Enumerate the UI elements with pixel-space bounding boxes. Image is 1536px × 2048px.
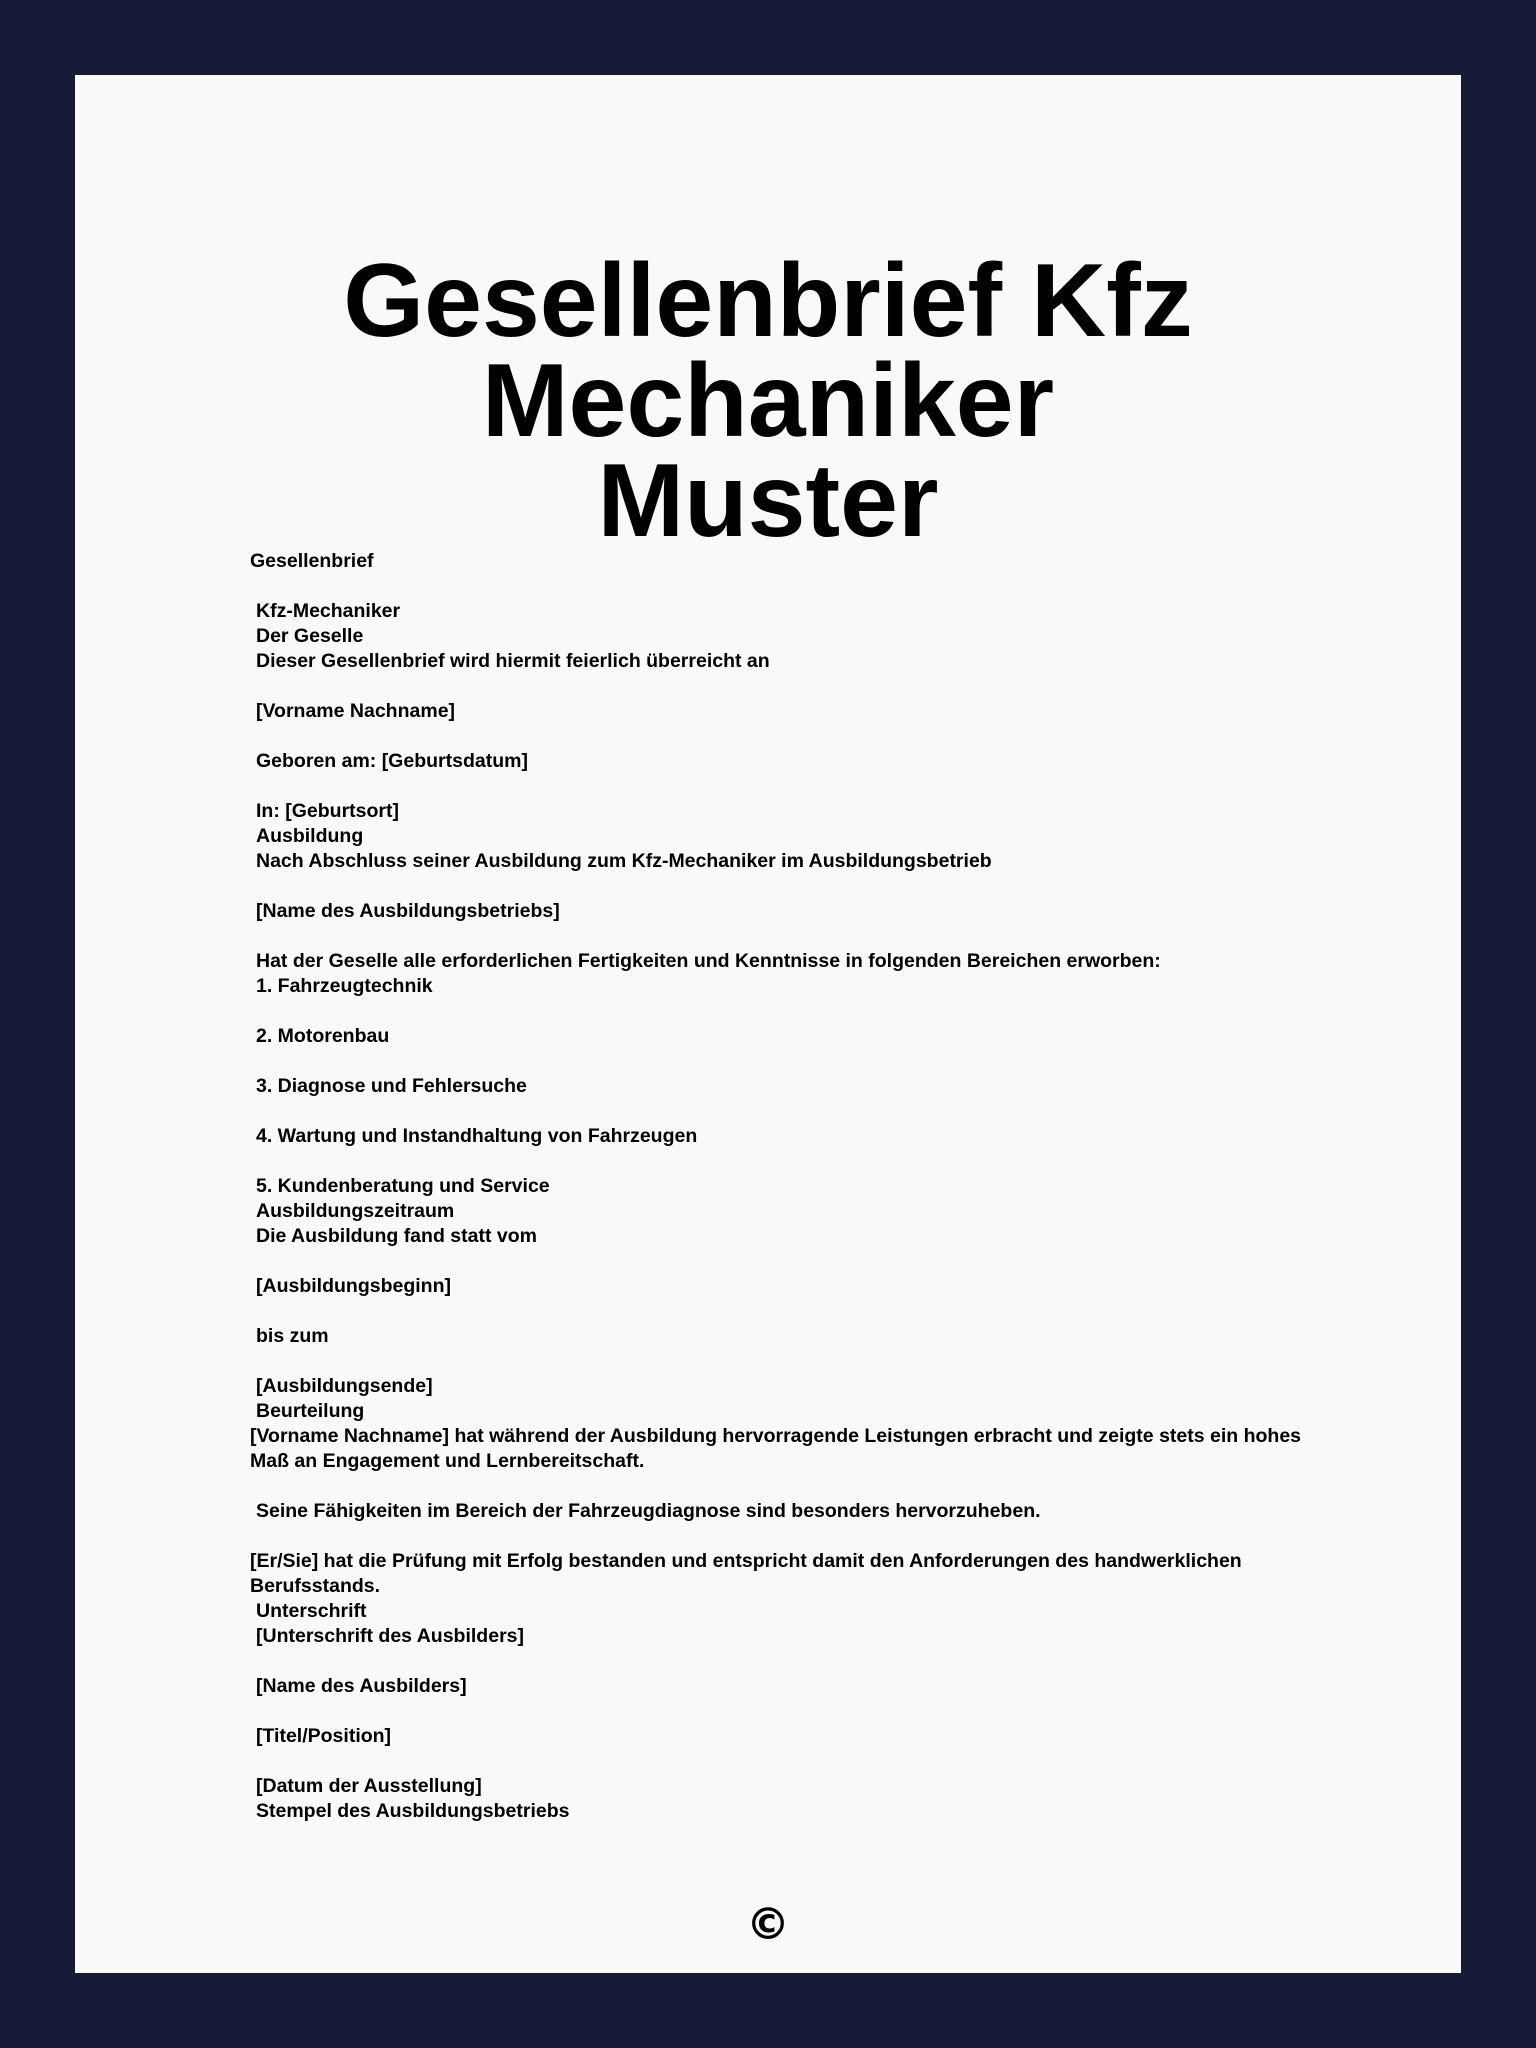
section-ausbildung: Ausbildung <box>256 825 364 847</box>
spacer <box>250 1699 1310 1724</box>
skill-item: 5. Kundenberatung und Service <box>256 1175 550 1197</box>
name-placeholder: [Vorname Nachname] <box>256 700 456 722</box>
start-placeholder: [Ausbildungsbeginn] <box>256 1275 451 1297</box>
section-zeitraum: Ausbildungszeitraum <box>256 1200 455 1222</box>
stamp-label: Stempel des Ausbildungsbetriebs <box>256 1800 570 1822</box>
section-geselle: Der Geselle <box>256 625 364 647</box>
spacer <box>250 1099 1310 1124</box>
beurteilung-text-2: Seine Fähigkeiten im Bereich der Fahrzeugdiagnose sind besonders hervorzuheben. <box>256 1500 1041 1522</box>
spacer <box>250 1349 1310 1374</box>
beurteilung-text-3: [Er/Sie] hat die Prüfung mit Erfolg bestanden und entspricht damit den Anforderungen des handwerklichen Berufsstands. <box>250 1550 1248 1597</box>
section-beurteilung: Beurteilung <box>256 1400 365 1422</box>
skill-item: 4. Wartung und Instandhaltung von Fahrzeugen <box>256 1125 698 1147</box>
skill-item: 3. Diagnose und Fehlersuche <box>256 1075 527 1097</box>
birth-place: In: [Geburtsort] <box>256 800 399 822</box>
bis-zum: bis zum <box>256 1325 329 1347</box>
company-placeholder: [Name des Ausbildungsbetriebs] <box>256 900 560 922</box>
skills-intro: Hat der Geselle alle erforderlichen Fertigkeiten und Kenntnisse in folgenden Bereichen erworben: <box>256 950 1161 972</box>
page-title <box>55 243 1481 559</box>
spacer <box>250 674 1310 699</box>
spacer <box>250 1649 1310 1674</box>
title-line-2: Muster <box>597 443 939 559</box>
spacer <box>250 574 1310 599</box>
spacer <box>250 999 1310 1024</box>
spacer <box>250 724 1310 749</box>
spacer <box>250 1299 1310 1324</box>
trainer-name: [Name des Ausbilders] <box>256 1675 467 1697</box>
spacer <box>250 1249 1310 1274</box>
document-page <box>75 75 1461 1973</box>
end-placeholder: [Ausbildungsende] <box>256 1375 433 1397</box>
zeitraum-text: Die Ausbildung fand statt vom <box>256 1225 537 1247</box>
intro-text: Dieser Gesellenbrief wird hiermit feierlich überreicht an <box>256 650 770 672</box>
spacer <box>250 1474 1310 1499</box>
copyright-symbol: © <box>746 1899 790 1950</box>
spacer <box>250 924 1310 949</box>
certificate-heading: Gesellenbrief <box>250 550 374 572</box>
certificate-body <box>250 549 1310 1824</box>
profession: Kfz-Mechaniker <box>256 600 401 622</box>
issue-date: [Datum der Ausstellung] <box>256 1775 482 1797</box>
spacer <box>250 1524 1310 1549</box>
spacer <box>250 1149 1310 1174</box>
beurteilung-text-1: [Vorname Nachname] hat während der Ausbildung hervorragende Leistungen erbracht und zeigte stets ein hohes Maß an Engagement und Lernbereitschaft. <box>250 1425 1307 1472</box>
trainer-title: [Titel/Position] <box>256 1725 392 1747</box>
spacer <box>250 874 1310 899</box>
ausbildung-text: Nach Abschluss seiner Ausbildung zum Kfz-Mechaniker im Ausbildungsbetrieb <box>256 850 992 872</box>
spacer <box>250 1749 1310 1774</box>
skill-item: 2. Motorenbau <box>256 1025 390 1047</box>
spacer <box>250 774 1310 799</box>
spacer <box>250 1049 1310 1074</box>
birth-date: Geboren am: [Geburtsdatum] <box>256 750 528 772</box>
skill-item: 1. Fahrzeugtechnik <box>256 975 433 997</box>
signature-placeholder: [Unterschrift des Ausbilders] <box>256 1625 524 1647</box>
section-unterschrift: Unterschrift <box>256 1600 367 1622</box>
title-line-1: Gesellenbrief Kfz Mechaniker <box>343 243 1193 459</box>
